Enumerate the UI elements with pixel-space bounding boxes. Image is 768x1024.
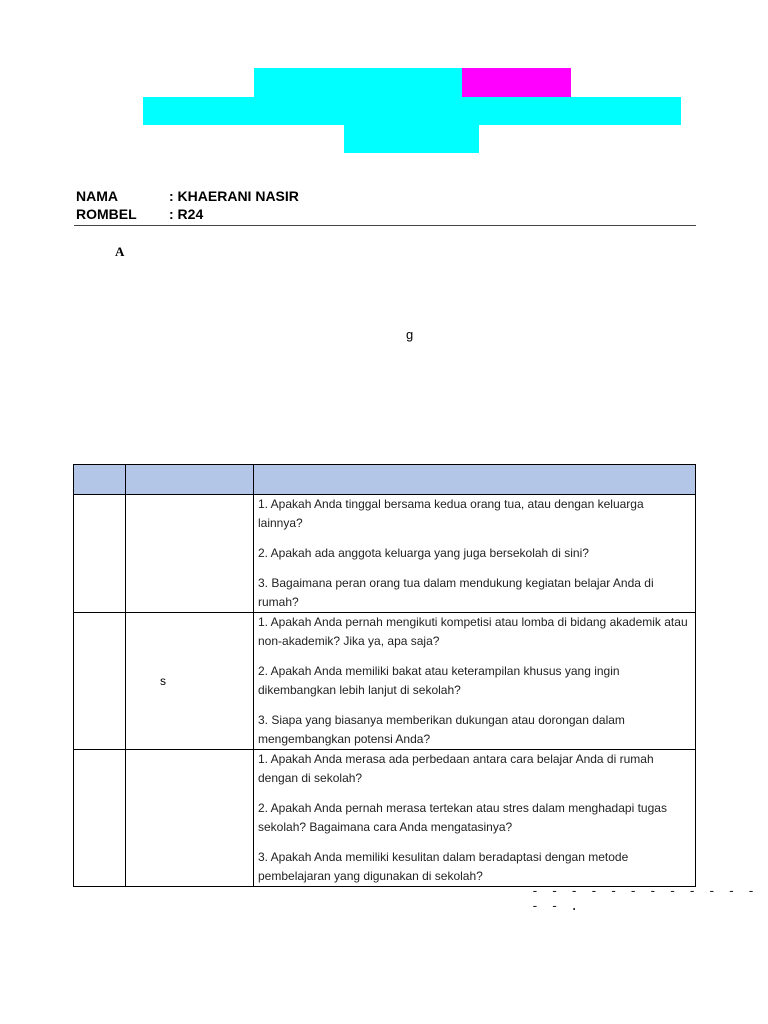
- name-value: : KHAERANI NASIR: [169, 188, 299, 204]
- question-table: [73, 464, 696, 887]
- question-text: 3. Siapa yang biasanya memberikan dukungan atau dorongan dalam mengembangkan potensi Anda?: [258, 713, 625, 746]
- signature-dash-line: - - - - - - - - - - - - - - .: [531, 884, 758, 914]
- table-header-cell: [126, 465, 254, 495]
- section-cell: s: [126, 613, 254, 750]
- name-label: NAMA: [76, 188, 118, 204]
- row-number-cell: [74, 613, 126, 750]
- table-row: [74, 495, 696, 613]
- rombel-value: : R24: [169, 206, 204, 222]
- section-cell: [126, 750, 254, 887]
- section-cell: [126, 495, 254, 613]
- header-divider: [74, 225, 696, 226]
- table-header-cell: [74, 465, 126, 495]
- questions-cell: [254, 495, 696, 613]
- question-text: 3. Apakah Anda memiliki kesulitan dalam beradaptasi dengan metode pembelajaran yang digunakan di sekolah?: [258, 850, 629, 883]
- header-redaction-middle: [143, 97, 681, 125]
- table-row: [74, 613, 696, 750]
- table-row: [74, 750, 696, 887]
- header-redaction-highlight: [462, 68, 571, 97]
- question-text: 3. Bagaimana peran orang tua dalam mendukung kegiatan belajar Anda di rumah?: [258, 576, 654, 609]
- questions-cell: [254, 750, 696, 887]
- row-number-cell: [74, 750, 126, 887]
- row-number-cell: [74, 495, 126, 613]
- questions-cell: [254, 613, 696, 750]
- header-redaction-top: [254, 68, 462, 97]
- question-text: 1. Apakah Anda pernah mengikuti kompetisi atau lomba di bidang akademik atau non-akademik? Jika ya, apa saja?: [258, 615, 688, 648]
- question-text: 2. Apakah Anda memiliki bakat atau keterampilan khusus yang ingin dikembangkan lebih lanjut di sekolah?: [258, 664, 620, 697]
- table-header-row: [74, 465, 696, 495]
- question-text: 1. Apakah Anda merasa ada perbedaan antara cara belajar Anda di rumah dengan di sekolah?: [258, 752, 654, 785]
- question-text: 2. Apakah Anda pernah merasa tertekan atau stres dalam menghadapi tugas sekolah? Bagaimana cara Anda mengatasinya?: [258, 801, 667, 834]
- stray-letter-a: A: [115, 244, 125, 259]
- rombel-label: ROMBEL: [76, 206, 137, 222]
- header-redaction-bottom: [344, 125, 479, 153]
- question-text: 1. Apakah Anda tinggal bersama kedua orang tua, atau dengan keluarga lainnya?: [258, 497, 644, 530]
- question-text: 2. Apakah ada anggota keluarga yang juga bersekolah di sini?: [258, 546, 589, 560]
- table-header-cell: [254, 465, 696, 495]
- stray-letter-g: g: [406, 327, 414, 342]
